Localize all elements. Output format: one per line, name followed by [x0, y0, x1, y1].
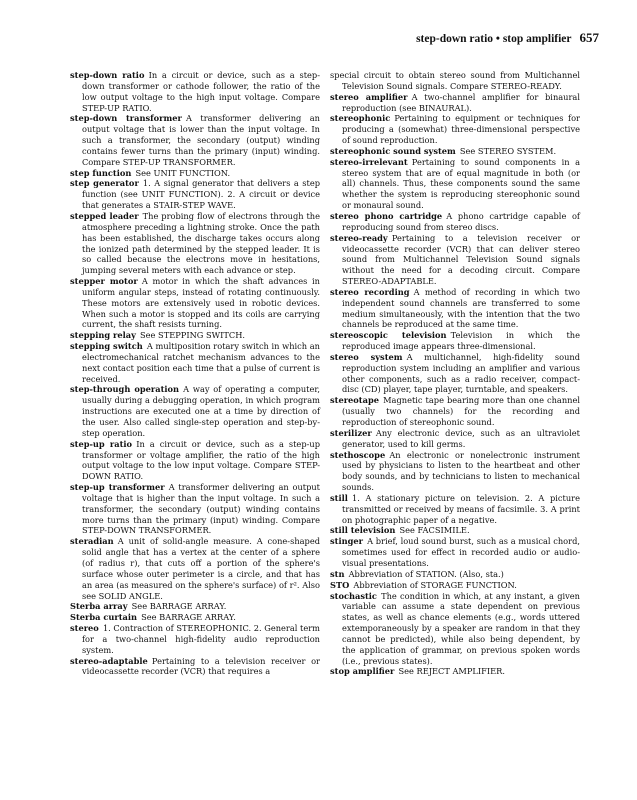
entry-definition: Pertaining to equipment or techniques for producing a (somewhat) three-dimensional perspective of sound reproduction. [342, 113, 580, 146]
entry-definition: A two-channel amplifier for binaural reproduction (see BINAURAL). [342, 91, 580, 113]
entry-definition: Television in which the reproduced image appears three-dimensional. [342, 330, 581, 352]
entry-term: stereo system [330, 351, 403, 362]
dictionary-entry [330, 591, 580, 667]
dictionary-entry [70, 656, 320, 678]
entry-term: stop amplifier [330, 666, 395, 677]
dictionary-entry [70, 330, 320, 341]
entry-term: stepping relay [70, 330, 136, 341]
entry-definition: An electronic or nonelectronic instrument used by physicians to listen to the heartbeat and other body sounds, and by technicians to listen to mechanical sounds. [342, 449, 580, 493]
entry-definition: The condition in which, at any instant, a given variable can assume a state dependent on previous states, as well as chance elements (e.g., words uttered extemporaneously by a speaker are random in that they cannot be predicted), while also being dependent, by the application of grammar, on previous spoken words (i.e., previous states). [342, 590, 580, 666]
entry-term: still [330, 492, 348, 503]
entry-definition: See FACSIMILE. [399, 525, 470, 536]
dictionary-entry [70, 482, 320, 536]
header-title: step-down ratio • stop amplifier [416, 33, 572, 45]
entry-definition: A motor in which the shaft advances in uniform angular steps, instead of rotating continuously. These motors are extensively used in robotic devices. When such a motor is stopped and its coils are carrying current, the shaft resists turning. [82, 276, 320, 330]
dictionary-entry [330, 92, 580, 114]
entry-definition: special circuit to obtain stereo sound from Multichannel Television Sound signals. Compare STEREO-READY. [330, 70, 580, 91]
dictionary-entry [70, 178, 320, 211]
dictionary-entry [70, 536, 320, 601]
entry-term: step-up transformer [70, 482, 165, 493]
dictionary-entry [330, 536, 580, 569]
dictionary-entry [330, 569, 580, 580]
dictionary-entry [70, 384, 320, 438]
entry-definition: See REJECT AMPLIFIER. [398, 666, 506, 677]
dictionary-entry [330, 146, 580, 157]
entry-definition: The probing flow of electrons through the atmosphere preceding a lightning stroke. Once the path has been established, the discharge takes occurs along the ionized path determined by the stepped leader. It is so called because the electrons move in hesitations, jumping several meters with each advance or step. [82, 210, 320, 276]
entry-definition: A unit of solid-angle measure. A cone-shaped solid angle that has a vertex at the center of a sphere (of radius r), that cuts off a portion of the sphere's surface whose outer perimeter is a circle, and that has an area (as measured on the sphere's surface) of r². Also see SOLID ANGLE. [82, 536, 320, 601]
entry-definition: Any electronic device, such as an ultraviolet generator, used to kill germs. [342, 427, 580, 449]
entry-term: stereophonic [330, 113, 391, 124]
dictionary-entry [330, 450, 580, 493]
left-column [70, 70, 320, 677]
dictionary-entry [70, 70, 320, 113]
dictionary-entry [330, 580, 580, 591]
entry-definition: A multiposition rotary switch in which an electromechanical ratchet mechanism advances to the next contact position each time that a pulse of current is received. [82, 341, 320, 384]
entry-term: stereo-ready [330, 232, 388, 243]
entry-definition: Magnetic tape bearing more than one channel (usually two channels) for the recording and reproduction of stereophonic sound. [342, 395, 580, 427]
dictionary-entry [330, 666, 580, 677]
dictionary-entry [70, 276, 320, 330]
entry-term: steradian [70, 536, 114, 547]
entry-definition: Abbreviation of STATION. (Also, sta.) [348, 568, 504, 579]
entry-term: step-down ratio [70, 70, 145, 80]
entry-term: step-up ratio [70, 438, 133, 449]
entry-definition: See UNIT FUNCTION. [135, 167, 231, 178]
entry-term: stereo phono cartridge [330, 210, 443, 221]
entry-term: stepped leader [70, 210, 139, 221]
entry-term: stereo-adaptable [70, 655, 148, 666]
entry-term: Sterba array [70, 601, 128, 612]
dictionary-entry [330, 330, 580, 352]
entry-definition: See BARRAGE ARRAY. [131, 601, 227, 612]
right-column [330, 70, 580, 677]
entry-term: stn [330, 568, 345, 579]
entry-definition: Pertaining to a television receiver or videocassette recorder (VCR) that can deliver stereo sound from Multichannel Television Sound signals without the need for a decoding circuit. Compare STEREO-ADAPTABLE. [342, 232, 580, 287]
dictionary-entry [70, 341, 320, 384]
dictionary-entry [70, 113, 320, 167]
running-header [416, 30, 599, 46]
entry-definition: A brief, loud sound burst, such as a musical chord, sometimes used for effect in recorded audio or audio-visual presentations. [342, 536, 580, 568]
entry-definition: Pertaining to sound components in a stereo system that are of equal magnitude in both (or all) channels. Thus, these components sound the same whether the system is reproducing stereophonic sound or monaural sound. [342, 156, 580, 211]
entry-term: stereoscopic television [330, 330, 447, 341]
entry-term: stepping switch [70, 341, 143, 352]
entry-definition: A way of operating a computer, usually during a debugging operation, in which program instructions are executed one at a time by direction of the user. Also called single-step operation and step-by-step operation. [82, 384, 320, 438]
entry-term: stepper motor [70, 276, 138, 287]
entry-definition: 1. Contraction of STEREOPHONIC. 2. General term for a two-channel high-fidelity audio reproduction system. [82, 623, 320, 655]
entry-term: stethoscope [330, 449, 386, 460]
dictionary-entry [70, 601, 320, 612]
dictionary-entry [70, 168, 320, 179]
entry-term: Sterba curtain [70, 612, 138, 623]
dictionary-entry [330, 395, 580, 428]
entry-term: stereo recording [330, 286, 410, 297]
dictionary-entry [330, 211, 580, 233]
entry-term: still television [330, 525, 396, 536]
entry-term: stereo amplifier [330, 91, 408, 102]
entry-definition: See BARRAGE ARRAY. [141, 612, 236, 623]
dictionary-entry [70, 439, 320, 482]
dictionary-entry [330, 157, 580, 211]
entry-definition: 1. A signal generator that delivers a step function (see UNIT FUNCTION). 2. A circuit or device that generates a STAIR-STEP WAVE. [82, 178, 321, 211]
entry-term: stereotape [330, 395, 379, 406]
entry-definition: Abbreviation of STORAGE FUNCTION. [353, 579, 517, 590]
dictionary-entry [330, 113, 580, 146]
entry-definition: In a circuit or device, such as a step-up transformer or voltage amplifier, the ratio of the high output voltage to the low input voltage. Compare STEP-DOWN RATIO. [82, 438, 320, 482]
entry-term: stereophonic sound system [330, 145, 456, 156]
dictionary-entry [330, 525, 580, 536]
dictionary-entry [330, 352, 580, 395]
page-number: 657 [579, 30, 599, 45]
dictionary-entry [70, 623, 320, 656]
entry-definition: In a circuit or device, such as a step-down transformer or cathode follower, the ratio of the low output voltage to the high input voltage. Compare STEP-UP RATIO. [82, 70, 320, 113]
entry-definition: See STEREO SYSTEM. [459, 145, 557, 156]
entry-definition: A transformer delivering an output voltage that is higher than the input voltage. In such a transformer, the secondary (output) winding contains more turns than the primary (input) winding. Compare STEP-DOWN TRANSFORMER. [82, 482, 320, 536]
dictionary-entry [70, 612, 320, 623]
entry-term: stereo [70, 623, 99, 634]
entry-term: sterilizer [330, 427, 372, 438]
dictionary-entry [330, 428, 580, 450]
entry-definition: A method of recording in which two independent sound channels are transferred to some medium simultaneously, with the intention that the two channels be reproduced at the same time. [342, 286, 580, 330]
entry-term: stinger [330, 536, 363, 547]
entry-term: step-down transformer [70, 113, 182, 124]
dictionary-entry [330, 493, 580, 526]
dictionary-entry [330, 70, 580, 92]
entry-term: STO [330, 579, 350, 590]
entry-definition: Pertaining to a television receiver or videocassette recorder (VCR) that requires a [82, 655, 320, 677]
entry-definition: 1. A stationary picture on television. 2. A picture transmitted or received by means of facsimile. 3. A print on photographic paper of a negative. [342, 492, 580, 525]
entry-term: stochastic [330, 590, 377, 601]
dictionary-entry [330, 233, 580, 287]
dictionary-entry [70, 211, 320, 276]
entry-definition: A multichannel, high-fidelity sound reproduction system including an amplifier and various other components, such as a radio receiver, compact-disc (CD) player, tape player, turntable, and speakers. [342, 351, 580, 395]
entry-definition: A phono cartridge capable of reproducing sound from stereo discs. [342, 210, 580, 232]
entry-term: step generator [70, 178, 139, 189]
entry-term: step-through operation [70, 384, 180, 395]
dictionary-entry [330, 287, 580, 330]
entry-definition: See STEPPING SWITCH. [140, 330, 246, 341]
entry-term: step function [70, 167, 132, 178]
entry-definition: A transformer delivering an output voltage that is lower than the input voltage. In such a transformer, the secondary (output) winding contains fewer turns than the primary (input) winding. Compare STEP-UP TRANSFORMER. [82, 113, 320, 167]
entry-term: stereo-irrelevant [330, 156, 408, 167]
